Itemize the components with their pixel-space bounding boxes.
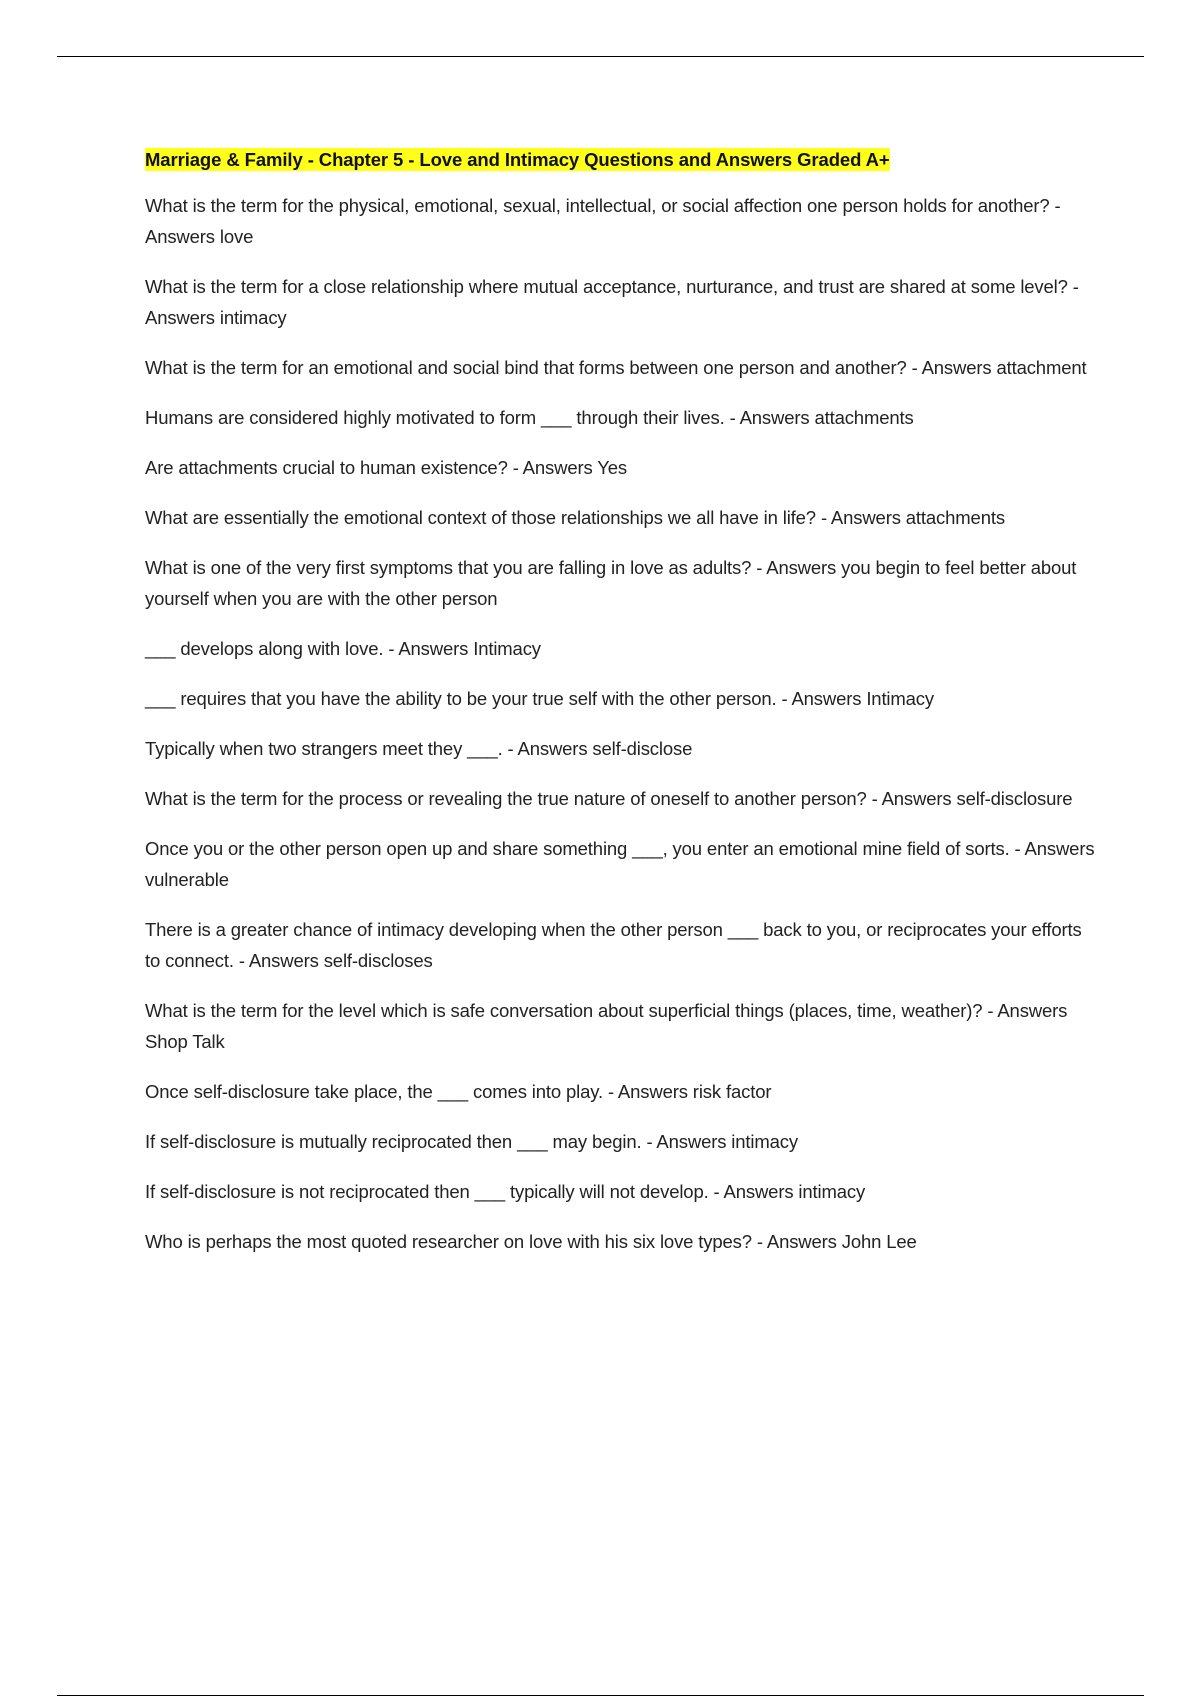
- qa-item-8: ___ develops along with love. - Answers Intimacy: [145, 638, 541, 659]
- document-body: [145, 146, 1095, 1276]
- qa-item-18: Who is perhaps the most quoted researcher on love with his six love types? - Answers John Lee: [145, 1231, 917, 1252]
- qa-item-12: Once you or the other person open up and share something ___, you enter an emotional mine field of sorts. - Answers vulnerable: [145, 838, 1095, 890]
- qa-item-2: What is the term for a close relationship where mutual acceptance, nurturance, and trust are shared at some level? - Answers intimacy: [145, 276, 1079, 328]
- qa-item-5: Are attachments crucial to human existence? - Answers Yes: [145, 457, 627, 478]
- qa-item-7: What is one of the very first symptoms that you are falling in love as adults? - Answers you begin to feel better about yourself when you are with the other person: [145, 557, 1077, 609]
- qa-item-3: What is the term for an emotional and social bind that forms between one person and another? - Answers attachment: [145, 357, 1087, 378]
- qa-item-4: Humans are considered highly motivated to form ___ through their lives. - Answers attachments: [145, 407, 914, 428]
- qa-item-9: ___ requires that you have the ability to be your true self with the other person. - Answers Intimacy: [145, 688, 934, 709]
- footer-rule: [57, 1695, 1144, 1696]
- qa-item-16: If self-disclosure is mutually reciprocated then ___ may begin. - Answers intimacy: [145, 1131, 798, 1152]
- qa-item-14: What is the term for the level which is safe conversation about superficial things (places, time, weather)? - Answers Shop Talk: [145, 1000, 1068, 1052]
- document-title: Marriage & Family - Chapter 5 - Love and Intimacy Questions and Answers Graded A+: [145, 149, 890, 170]
- title-line: [145, 146, 1095, 176]
- qa-item-1: What is the term for the physical, emotional, sexual, intellectual, or social affection one person holds for another? - Answers love: [145, 195, 1061, 247]
- qa-item-17: If self-disclosure is not reciprocated then ___ typically will not develop. - Answers intimacy: [145, 1181, 866, 1202]
- qa-item-10: Typically when two strangers meet they ___. - Answers self-disclose: [145, 738, 693, 759]
- qa-item-15: Once self-disclosure take place, the ___ comes into play. - Answers risk factor: [145, 1081, 772, 1102]
- qa-item-11: What is the term for the process or revealing the true nature of oneself to another person? - Answers self-disclosure: [145, 788, 1073, 809]
- header-rule: [57, 56, 1144, 57]
- qa-item-13: There is a greater chance of intimacy developing when the other person ___ back to you, or reciprocates your efforts to connect. - Answers self-discloses: [145, 919, 1082, 971]
- qa-item-6: What are essentially the emotional context of those relationships we all have in life? - Answers attachments: [145, 507, 1005, 528]
